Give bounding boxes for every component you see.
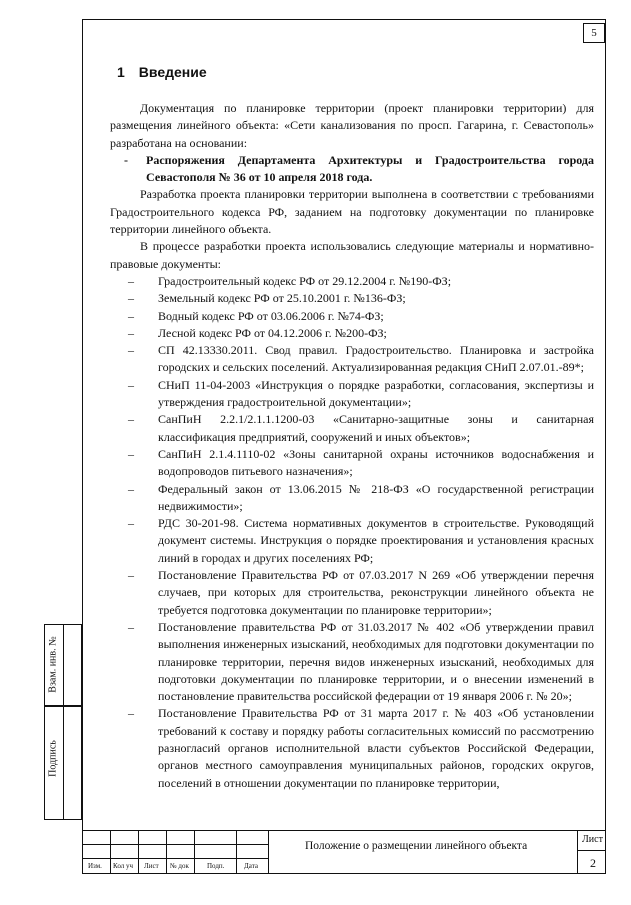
list-item-text: Земельный кодекс РФ от 25.10.2001 г. №136-ФЗ; <box>158 291 406 306</box>
stamp-col-change: Изм. <box>88 862 102 870</box>
list-dash: – <box>128 481 134 496</box>
list-item-text: РДС 30-201-98. Система нормативных документов в строительстве. Руководящий документ системы. Инструкция о порядке проектирования и установления красных линий в городах и других поселениях РФ; <box>158 516 594 565</box>
list-dash: – <box>128 706 134 721</box>
intro-paragraph: Документация по планировке территории (проект планировки территории) для размещения линейного объекта: «Сети канализования по просп. Гагарина, г. Севастополь» разработана на основании: <box>110 101 594 150</box>
list-item <box>110 273 594 290</box>
side-label-inventory: Взам. инв. № <box>47 636 59 693</box>
basis-text: Распоряжения Департамента Архитектуры и Градостроительства города Севастополя № 36 от 10 апреля 2018 года. <box>146 152 594 185</box>
list-dash: – <box>128 446 134 461</box>
list-item <box>110 481 594 516</box>
list-dash: – <box>128 619 134 634</box>
list-item-text: Федеральный закон от 13.06.2015 № 218-ФЗ «О государственной регистрации недвижимости»; <box>158 481 594 513</box>
list-item-text: Градостроительный кодекс РФ от 29.12.2004 г. №190-ФЗ; <box>158 273 452 288</box>
list-dash: – <box>128 343 134 358</box>
section-title: Введение <box>138 64 207 80</box>
section-heading <box>117 64 207 80</box>
documents-list <box>110 273 594 792</box>
list-dash: – <box>128 412 134 427</box>
sheet-label: Лист <box>582 834 603 845</box>
page-number: 5 <box>583 23 605 43</box>
stamp-divider <box>236 830 237 874</box>
paragraph-3: В процессе разработки проекта использовались следующие материалы и нормативно-правовые документы: <box>110 239 594 271</box>
list-item-text: СНиП 11-04-2003 «Инструкция о порядке разработки, согласования, экспертизы и утверждения градостроительной документации»; <box>158 377 594 410</box>
stamp-divider <box>268 830 269 874</box>
stamp-divider <box>194 830 195 874</box>
stamp-col-doc: № док <box>170 862 189 870</box>
side-label-signature: Подпись <box>47 740 59 777</box>
list-dash: – <box>128 325 134 340</box>
list-item <box>110 446 594 481</box>
list-item-text: Водный кодекс РФ от 03.06.2006 г. №74-ФЗ; <box>158 308 384 323</box>
list-item <box>110 619 594 705</box>
list-item <box>110 308 594 325</box>
list-dash: – <box>128 273 134 288</box>
list-item-text: СанПиН 2.1.4.1110-02 «Зоны санитарной охраны источников водоснабжения и водопроводов питьевого назначения»; <box>158 446 594 479</box>
list-item-text: Лесной кодекс РФ от 04.12.2006 г. №200-ФЗ; <box>158 325 387 340</box>
stamp-col-sheet: Лист <box>144 862 159 870</box>
paragraph-2: Разработка проекта планировки территории выполнена в соответствии с требованиями Градостроительного кодекса РФ, заданием на подготовку документации по планировке территории линейного объекта. <box>110 187 594 237</box>
list-item <box>110 705 594 791</box>
title-block <box>82 830 606 875</box>
list-item-text: СанПиН 2.2.1/2.1.1.1200-03 «Санитарно-защитные зоны и санитарная классификация предприятий, сооружений и иных объектов»; <box>158 412 594 444</box>
section-number: 1 <box>117 64 125 80</box>
stamp-divider <box>577 830 578 874</box>
stamp-col-count: Кол уч <box>113 862 133 870</box>
stamp-title: Положение о размещении линейного объекта <box>305 840 528 852</box>
list-dash: – <box>128 516 134 531</box>
basis-dash: - <box>124 152 128 167</box>
side-box-inventory <box>44 624 82 706</box>
sheet-number: 2 <box>590 856 596 870</box>
list-item <box>110 411 594 446</box>
document-body <box>110 100 594 792</box>
side-box-signature <box>44 706 82 820</box>
list-item <box>110 342 594 377</box>
list-item-text: СП 42.13330.2011. Свод правил. Градостроительство. Планировка и застройка городских и сельских поселений. Актуализированная редакция СНиП 2.07.01.-89*; <box>158 343 594 375</box>
list-item <box>110 290 594 307</box>
list-dash: – <box>128 308 134 323</box>
stamp-divider <box>138 830 139 874</box>
list-item-text: Постановление Правительства РФ от 31 марта 2017 г. № 403 «Об установлении требований к составу и порядку работы согласительных комиссий по рассмотрению разногласий органов исполнительной власти субъектов Российской Федерации, органов местного самоуправления муниципальных районов, городских округов, поселений в отношении документации по планировке территории, <box>158 706 594 790</box>
list-item <box>110 325 594 342</box>
list-item-text: Постановление Правительства РФ от 07.03.2017 N 269 «Об утверждении перечня случаев, при которых для строительства, реконструкции линейного объекта не требуется подготовка документации по планировке территории»; <box>158 568 594 617</box>
list-dash: – <box>128 291 134 306</box>
list-item <box>110 377 594 412</box>
list-item <box>110 515 594 567</box>
stamp-divider <box>110 830 111 874</box>
list-dash: – <box>128 377 134 392</box>
list-dash: – <box>128 568 134 583</box>
stamp-col-signature: Подп. <box>207 862 225 870</box>
list-item <box>110 567 594 619</box>
list-item-text: Постановление правительства РФ от 31.03.2017 № 402 «Об утверждении правил выполнения инженерных изысканий, необходимых для подготовки документации по планировке территории, перечня видов инженерных изысканий, необходимых для подготовки документации по планировке территории, и о внесении изменений в постановление правительства российской федерации от 19 января 2006 г. № 20»; <box>158 619 594 704</box>
basis-item <box>110 152 594 187</box>
stamp-col-date: Дата <box>244 862 258 870</box>
stamp-divider <box>166 830 167 874</box>
stamp-divider <box>577 850 606 851</box>
